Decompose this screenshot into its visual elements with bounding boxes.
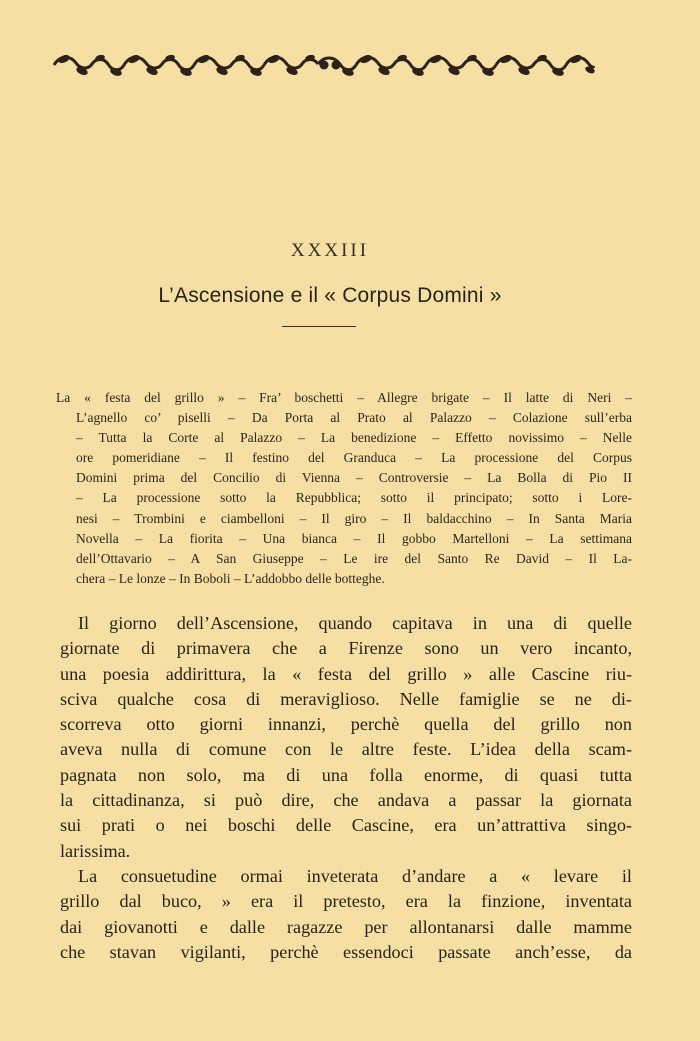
summary-line: – Tutta la Corte al Palazzo – La benedizione – Effetto novissimo – Nelle <box>76 430 632 446</box>
chapter-number: XXXIII <box>290 240 370 261</box>
summary-line: Novella – La fiorita – Una bianca – Il gobbo Martelloni – La settimana <box>76 530 632 546</box>
summary-line: dell’Ottavario – A San Giuseppe – Le ire del Santo Re David – Il La- <box>76 550 632 566</box>
chapter-title: L’Ascensione e il « Corpus Domini » <box>158 284 502 307</box>
text-line: Il giorno dell’Ascensione, quando capitava in una di quelle <box>78 613 632 633</box>
chapter-summary <box>56 388 632 589</box>
paragraph-1 <box>60 611 632 864</box>
text-line: la cittadinanza, si può dire, che andava a passar la giornata <box>60 790 632 811</box>
paragraph-2 <box>60 864 632 965</box>
text-line: dai giovanotti e dalle ragazze per allontanarsi dalle mamme <box>60 916 632 937</box>
text-line: sciva qualche cosa di meraviglioso. Nelle famiglie se ne di- <box>60 688 632 709</box>
text-line: pagnata non solo, ma di una folla enorme, di quasi tutta <box>60 764 632 785</box>
text-line: grillo dal buco, » era il pretesto, era la finzione, inventata <box>60 891 632 912</box>
text-line: una poesia addirittura, la « festa del grillo » alle Cascine riu- <box>60 663 632 684</box>
text-line: La consuetudine ormai inveterata d’andare a « levare il <box>78 866 632 886</box>
vine-scroll-ornament <box>52 52 596 78</box>
summary-line: nesi – Trombini e ciambelloni – Il giro – Il baldacchino – In Santa Maria <box>76 510 632 526</box>
summary-line: chera – Le lonze – In Boboli – L’addobbo delle botteghe. <box>76 570 385 586</box>
summary-line: La « festa del grillo » – Fra’ boschetti – Allegre brigate – Il latte di Neri – <box>56 390 632 405</box>
text-line: aveva nulla di comune con le altre feste. L’idea della scam- <box>60 739 632 760</box>
text-line: che stavan vigilanti, perchè essendoci passate anch’esse, da <box>60 941 632 962</box>
summary-line: ore pomeridiane – Il festino del Granduca – La processione del Corpus <box>76 450 632 466</box>
text-line: scorreva otto giorni innanzi, perchè quella del grillo non <box>60 714 632 735</box>
summary-line: Domini prima del Concilio di Vienna – Controversie – La Bolla di Pio II <box>76 470 632 486</box>
text-line: sui prati o nei boschi delle Cascine, era un’attrattiva singo- <box>60 815 632 836</box>
text-line: larissima. <box>60 840 131 861</box>
summary-line: – La processione sotto la Repubblica; sotto il principato; sotto i Lore- <box>76 490 632 506</box>
text-line: giornate di primavera che a Firenze sono un vero incanto, <box>60 638 632 659</box>
summary-line: L’agnello co’ piselli – Da Porta al Prato al Palazzo – Colazione sull’erba <box>76 410 632 426</box>
title-divider <box>282 326 356 327</box>
